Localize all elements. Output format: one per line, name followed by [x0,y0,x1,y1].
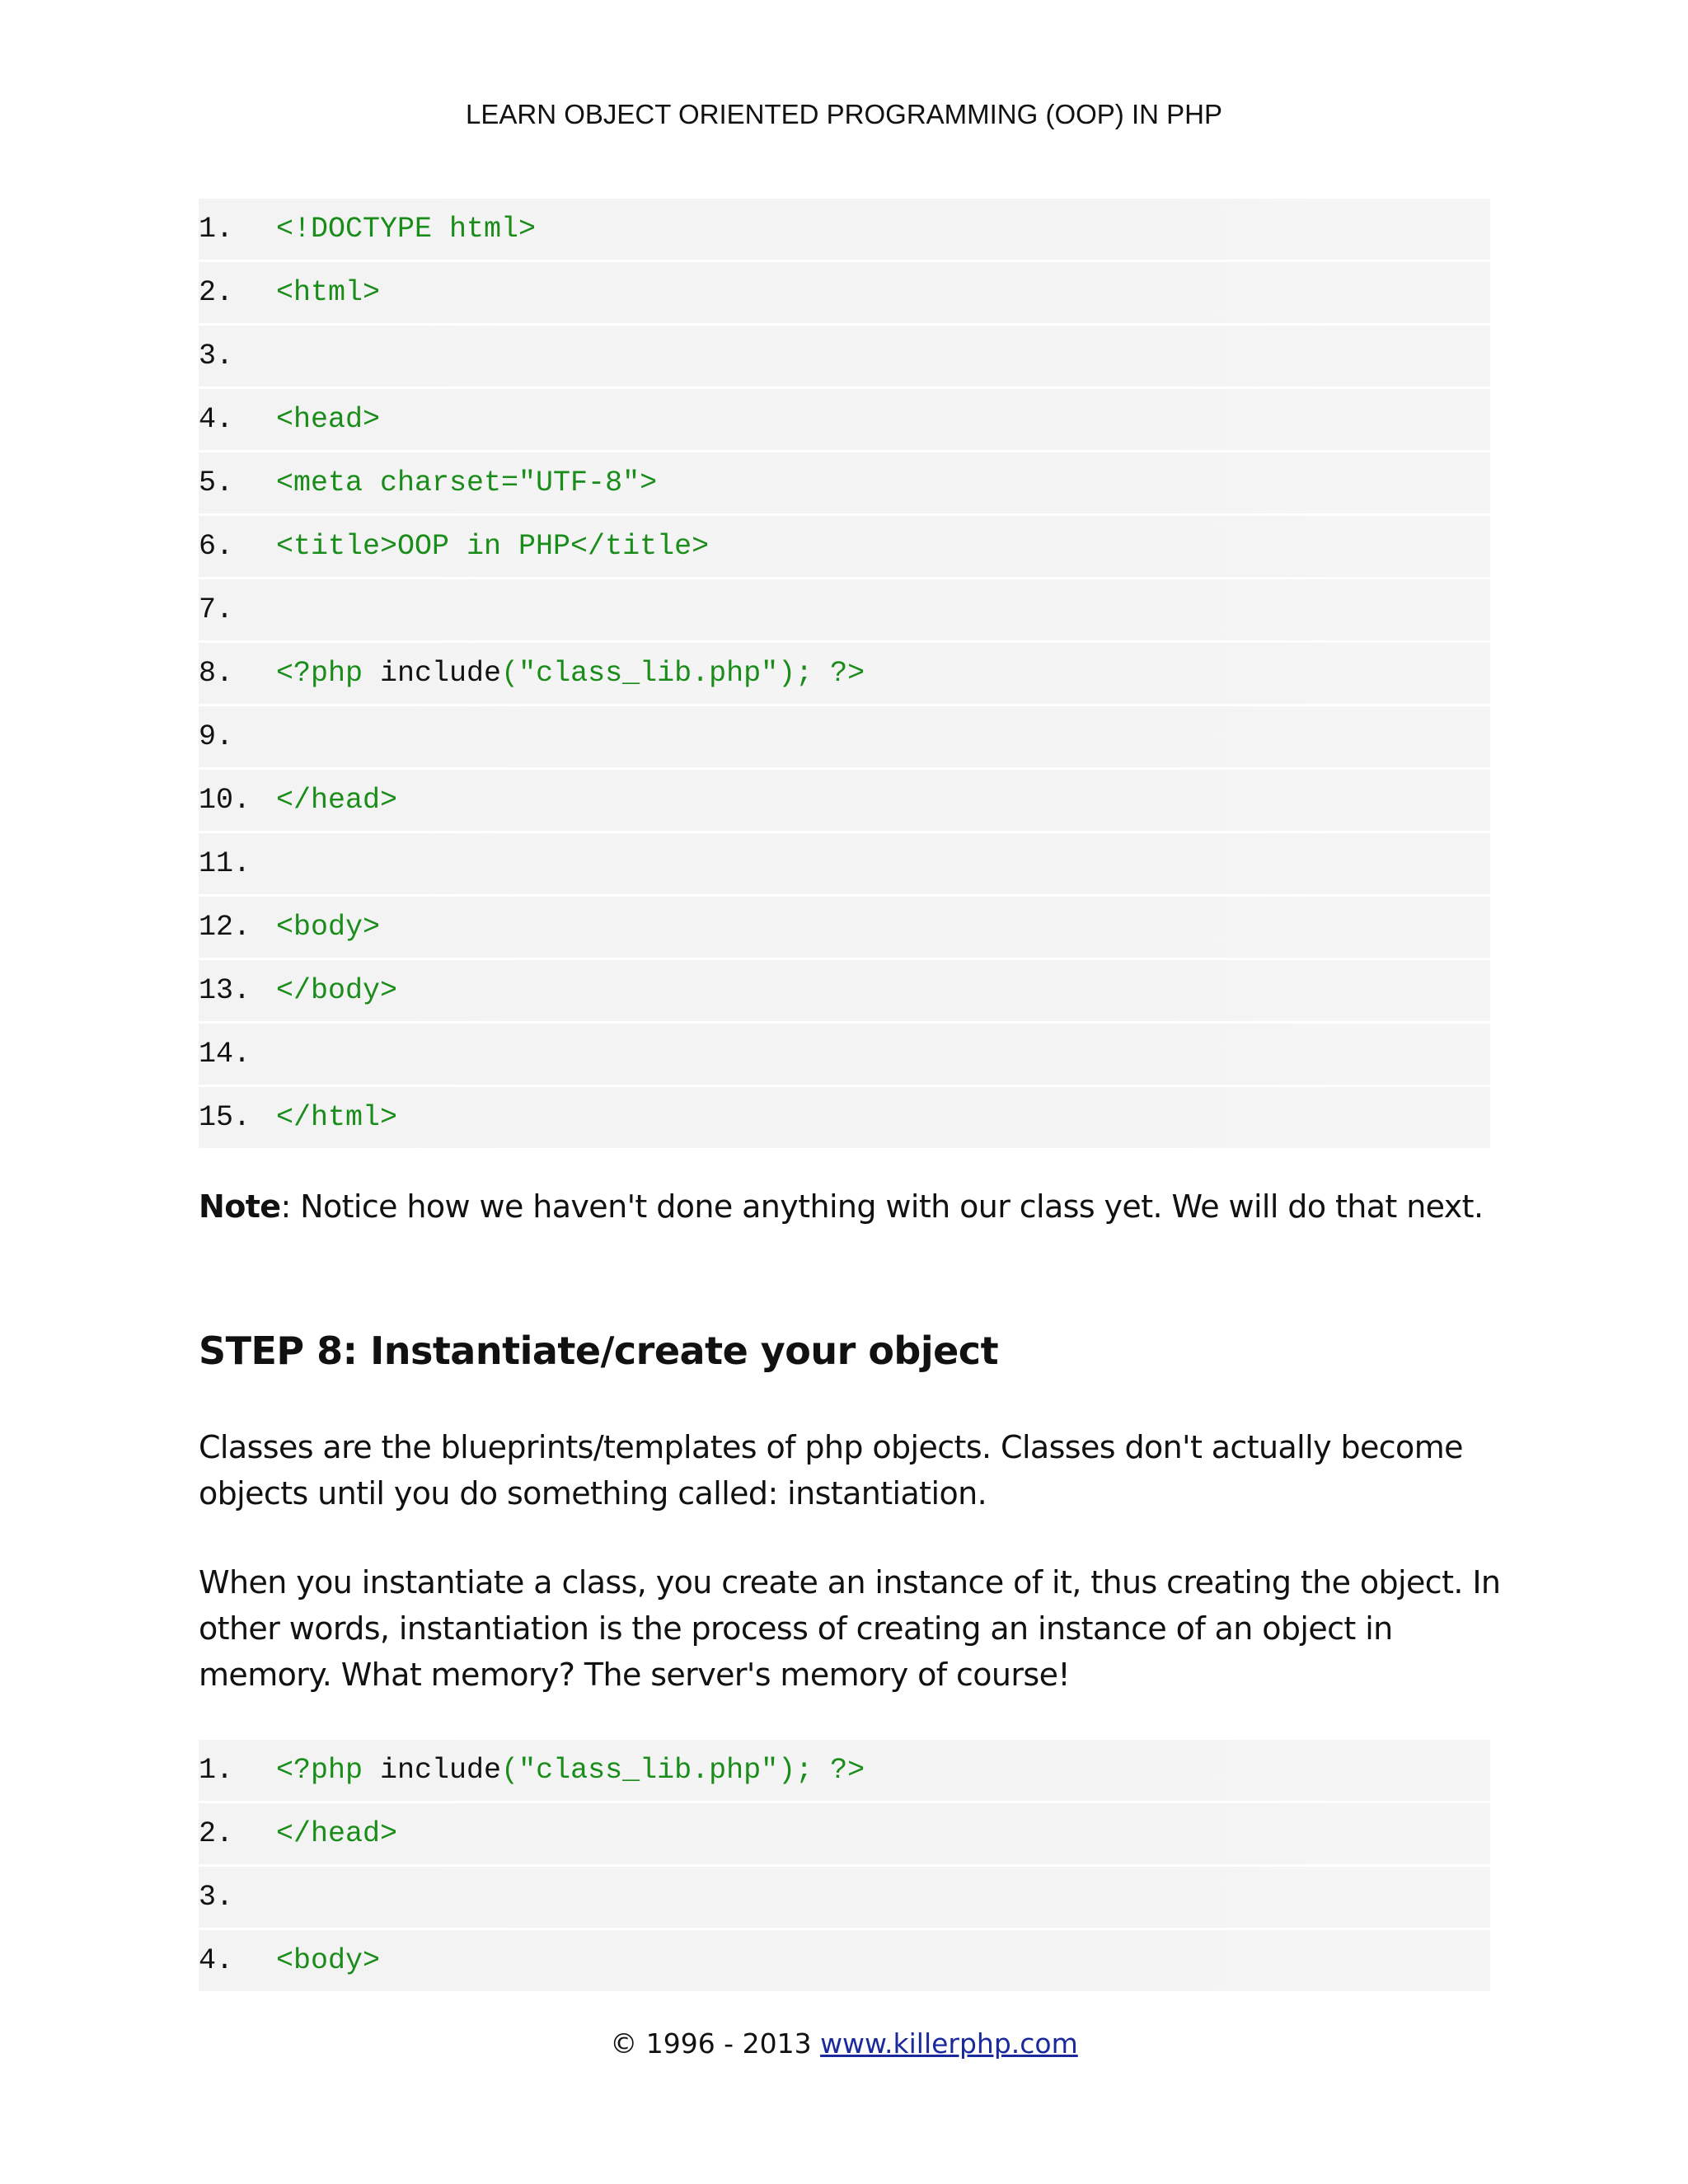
code-token: <body> [276,1944,381,1977]
line-number: 4. [199,1944,234,1977]
line-number: 3. [199,340,234,373]
code-line [199,1867,1490,1928]
code-token: ("class_lib.php"); ?> [501,657,865,690]
code-token: <head> [276,403,381,436]
paragraph-instantiation: When you instantiate a class, you create an instance of it, thus creating the object. In other words, instantiation is the process of creating an instance of an object in memory. What memory? The server's memory of course! [199,1564,1501,1693]
step-heading: STEP 8: Instantiate/create your object [199,1329,999,1373]
code-token: <!DOCTYPE html> [276,213,537,246]
copyright-text: © 1996 - 2013 [610,2027,821,2060]
code-token: <?php [276,657,381,690]
line-number: 7. [199,593,234,626]
paragraph-classes: Classes are the blueprints/templates of php objects. Classes don't actually become objects until you do something called: instantiation. [199,1429,1463,1511]
line-number: 9. [199,720,234,753]
code-line [199,262,1490,323]
note-text: : Notice how we haven't done anything with our class yet. We will do that next. [280,1188,1484,1225]
code-line [199,706,1490,767]
code-line [199,199,1490,260]
code-line [199,833,1490,894]
code-block [199,199,1490,1151]
line-number: 8. [199,657,234,690]
line-number: 10. [199,784,251,817]
line-number: 2. [199,276,234,309]
note-label: Note [199,1188,281,1225]
line-number: 2. [199,1817,234,1850]
code-token: </head> [276,784,398,817]
code-token: <meta charset="UTF-8"> [276,466,658,499]
code-line [199,452,1490,513]
code-line [199,1803,1490,1864]
line-number: 1. [199,1754,234,1787]
code-line [199,579,1490,640]
line-number: 1. [199,213,234,246]
code-line [199,1024,1490,1085]
code-line [199,1740,1490,1801]
line-number: 6. [199,530,234,563]
code-block [199,1740,1490,1994]
code-line [199,1087,1490,1148]
code-line [199,516,1490,577]
code-token: </head> [276,1817,398,1850]
line-number: 13. [199,974,251,1007]
code-line [199,643,1490,704]
code-line [199,897,1490,958]
line-number: 3. [199,1881,234,1914]
code-line [199,1930,1490,1991]
code-token: <html> [276,276,381,309]
line-number: 4. [199,403,234,436]
note-paragraph [199,1183,1517,1230]
code-token: ("class_lib.php"); ?> [501,1754,865,1787]
code-token: </html> [276,1101,398,1134]
page-footer [0,2027,1688,2060]
code-token: <?php [276,1754,381,1787]
footer-link[interactable]: www.killerphp.com [820,2027,1078,2060]
line-number: 5. [199,466,234,499]
code-line [199,389,1490,450]
code-token: <body> [276,911,381,944]
code-line [199,326,1490,387]
line-number: 15. [199,1101,251,1134]
code-token: </body> [276,974,398,1007]
running-header: LEARN OBJECT ORIENTED PROGRAMMING (OOP) IN PHP [466,99,1222,129]
line-number: 12. [199,911,251,944]
code-token: include [380,657,502,690]
code-token: include [380,1754,502,1787]
code-line [199,960,1490,1021]
line-number: 11. [199,847,251,880]
line-number: 14. [199,1038,251,1071]
code-token: <title>OOP in PHP</title> [276,530,710,563]
code-line [199,770,1490,831]
